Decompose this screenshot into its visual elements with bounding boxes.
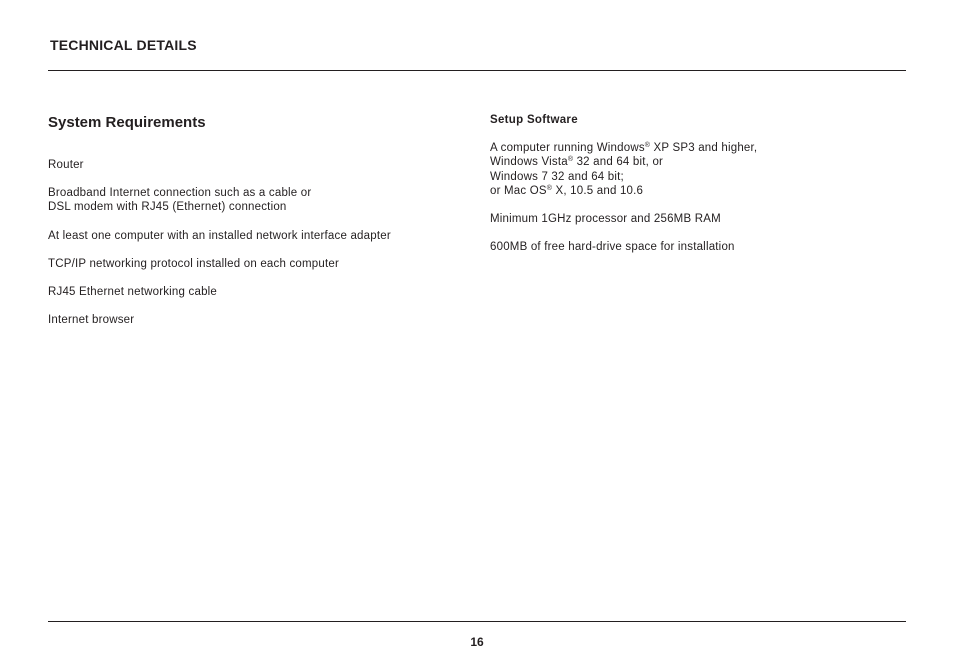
os-text: 32 and 64 bit, or [573,156,664,168]
os-text: or Mac OS [490,185,547,197]
requirement-broadband-line-2: DSL modem with RJ45 (Ethernet) connection [48,201,287,213]
registered-mark: ® [567,156,574,163]
setup-software-heading: Setup Software [490,114,578,126]
os-requirement-line-4 [490,184,643,198]
registered-mark: ® [644,142,651,149]
bottom-divider [48,621,906,622]
page-number: 16 [470,635,484,649]
system-requirements-heading: System Requirements [48,114,206,131]
processor-requirement: Minimum 1GHz processor and 256MB RAM [490,213,721,225]
os-text: Windows Vista [490,156,568,168]
os-requirement-line-2 [490,155,663,169]
requirement-broadband-line-1: Broadband Internet connection such as a cable or [48,187,312,199]
os-text: X, 10.5 and 10.6 [552,185,644,197]
requirement-ethernet-cable: RJ45 Ethernet networking cable [48,286,218,298]
requirement-tcpip: TCP/IP networking protocol installed on each computer [48,258,340,270]
os-requirement-line-3: Windows 7 32 and 64 bit; [490,171,624,183]
requirement-network-adapter: At least one computer with an installed network interface adapter [48,230,391,242]
disk-requirement: 600MB of free hard-drive space for installation [490,241,735,253]
os-text: A computer running Windows [490,142,645,154]
registered-mark: ® [546,185,553,192]
requirement-internet-browser: Internet browser [48,314,135,326]
top-divider [48,70,906,71]
os-requirement-line-1 [490,141,757,155]
section-header: TECHNICAL DETAILS [50,37,197,53]
os-text: XP SP3 and higher, [650,142,758,154]
requirement-router: Router [48,159,84,171]
